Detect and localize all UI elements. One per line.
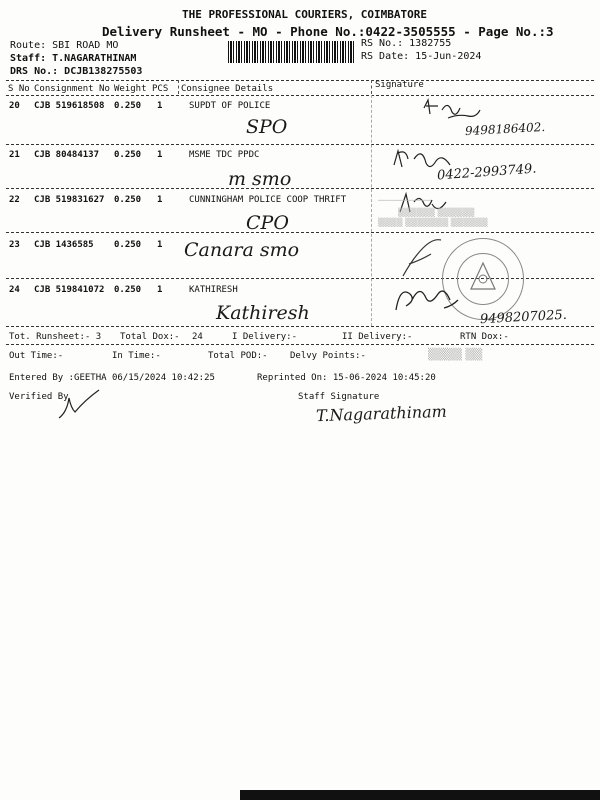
faded-stamp-text: ▒▒▒▒ ▒▒▒▒▒▒▒ ▒▒▒▒▒▒ [378, 218, 488, 227]
divider [6, 188, 594, 189]
runsheet-title: Delivery Runsheet - MO - Phone No.:0422-3505555 - Page No.:3 [102, 24, 554, 39]
divider [6, 232, 594, 233]
handwritten-note: Canara smo [184, 239, 300, 261]
row-pcs: 1 [157, 101, 163, 111]
staff-signature-label: Staff Signature [298, 392, 380, 402]
col-weight: Weight [114, 84, 147, 94]
signature-scribble [388, 280, 468, 316]
col-consignment: Consignment No [34, 84, 110, 94]
total-dox-value: 24 [192, 332, 203, 342]
divider [6, 95, 594, 96]
faded-stamp-text: ─────────── [378, 196, 431, 205]
handwritten-note: SPO [246, 116, 288, 138]
barcode [228, 41, 356, 63]
row-pcs: 1 [157, 150, 163, 160]
verified-signature [55, 388, 103, 424]
row-consignee: SUPDT OF POLICE [189, 101, 271, 111]
entered-by: Entered By :GEETHA 06/15/2024 10:42:25 [9, 373, 215, 383]
row-pcs: 1 [157, 240, 163, 250]
scan-edge [240, 790, 600, 800]
signature-phone: 0422-2993749. [436, 161, 537, 184]
row-sno: 23 [9, 240, 20, 250]
row-consignee: KATHIRESH [189, 285, 238, 295]
row-weight: 0.250 [114, 195, 142, 205]
company-name: THE PROFESSIONAL COURIERS, COIMBATORE [182, 8, 428, 21]
row-consignee: MSME TDC PPDC [189, 150, 260, 160]
reprinted-on: Reprinted On: 15-06-2024 10:45:20 [257, 373, 436, 383]
total-pod: Total POD:- [208, 351, 268, 361]
row-weight: 0.250 [114, 285, 142, 295]
col-signature: Signature [375, 80, 424, 90]
row-sno: 22 [9, 195, 20, 205]
divider [6, 326, 594, 327]
rs-date: RS Date: 15-Jun-2024 [361, 51, 482, 62]
row-consignment: CJB 519841072 [34, 285, 105, 295]
row-pcs: 1 [157, 195, 163, 205]
handwritten-note: m smo [228, 168, 292, 190]
staff-label: Staff: T.NAGARATHINAM [10, 53, 137, 64]
tot-runsheet: Tot. Runsheet:- 3 [9, 332, 102, 342]
divider [178, 80, 179, 94]
faded-stamp-text: ▒▒▒▒▒▒ ▒▒▒▒▒▒ [398, 208, 475, 217]
row-sno: 20 [9, 101, 20, 111]
row-consignment: CJB 519831627 [34, 195, 105, 205]
ii-delivery: II Delivery:- [342, 332, 413, 342]
signature-scribble [418, 96, 488, 126]
total-dox-label: Total Dox:- [120, 332, 180, 342]
in-time: In Time:- [112, 351, 161, 361]
divider [371, 95, 372, 326]
faded-text: ▒▒▒▒ ▒▒ [428, 348, 483, 361]
col-consignee: Consignee Details [181, 84, 274, 94]
row-sno: 24 [9, 285, 20, 295]
staff-signature: T.Nagarathinam [315, 401, 448, 426]
signature-scribble [388, 145, 468, 175]
drs-number: DRS No.: DCJB138275503 [10, 66, 143, 77]
i-delivery: I Delivery:- [232, 332, 298, 342]
signature-phone: 9498207025. [479, 307, 568, 328]
divider [6, 344, 594, 345]
route-label: Route: SBI ROAD MO [10, 40, 119, 51]
row-consignment: CJB 1436585 [34, 240, 94, 250]
row-consignment: CJB 519618508 [34, 101, 105, 111]
out-time: Out Time:- [9, 351, 64, 361]
row-weight: 0.250 [114, 150, 142, 160]
divider [6, 144, 594, 145]
col-sno: S No [8, 84, 30, 94]
handwritten-note: Kathiresh [216, 302, 310, 324]
col-pcs: PCS [152, 84, 169, 94]
verified-by-label: Verified By [9, 392, 69, 402]
row-consignee: CUNNINGHAM POLICE COOP THRIFT [189, 195, 347, 205]
delvy-points: Delvy Points:- [290, 351, 366, 361]
divider [371, 80, 372, 94]
rs-number: RS No.: 1382755 [361, 38, 452, 49]
row-weight: 0.250 [114, 240, 142, 250]
row-consignment: CJB 80484137 [34, 150, 100, 160]
row-weight: 0.250 [114, 101, 142, 111]
rtn-dox: RTN Dox:- [460, 332, 509, 342]
handwritten-note: CPO [246, 212, 289, 234]
divider [6, 80, 594, 81]
row-pcs: 1 [157, 285, 163, 295]
signature-phone: 9498186402. [464, 119, 546, 139]
row-sno: 21 [9, 150, 20, 160]
